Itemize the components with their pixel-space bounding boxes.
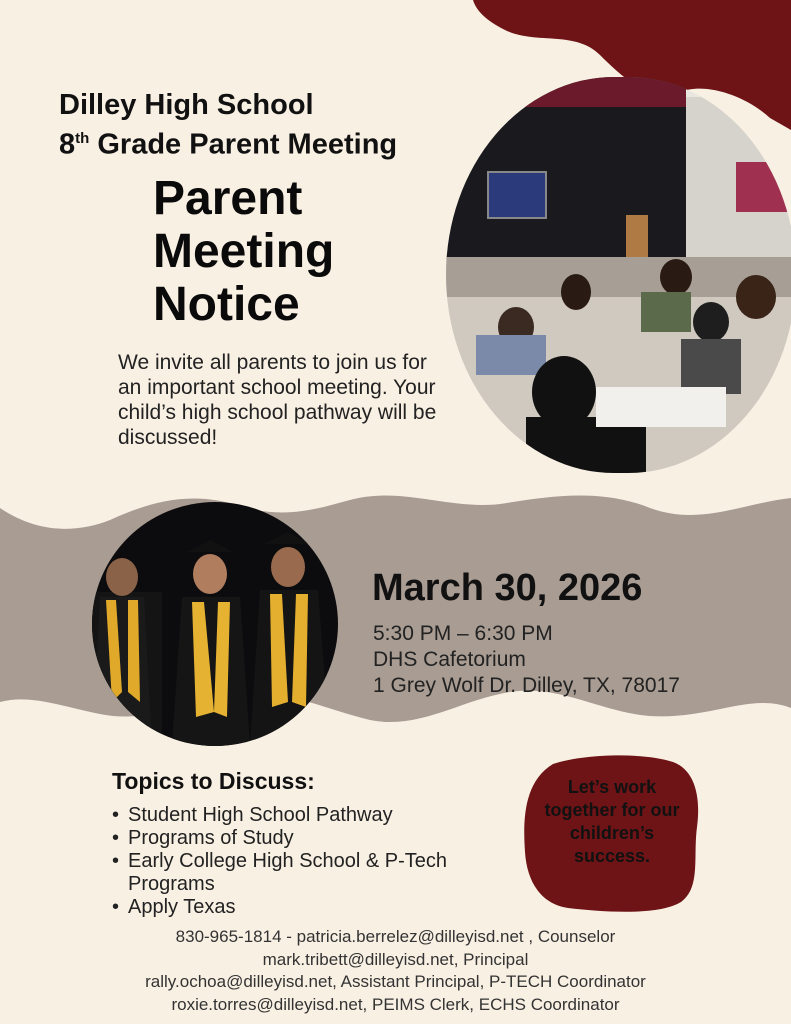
graduates-photo	[92, 502, 338, 746]
topic-item: • Apply Texas	[112, 896, 492, 919]
grade-suffix: th	[75, 130, 90, 147]
intro-paragraph: We invite all parents to join us for an important school meeting. Your child’s high school pathway will be discussed!	[118, 351, 437, 449]
topic-item: • Early College High School & P-Tech Programs	[112, 850, 492, 896]
contact-line: rally.ochoa@dilleyisd.net, Assistant Principal, P-TECH Coordinator	[145, 972, 646, 991]
notice-line-1: Parent	[153, 172, 303, 225]
event-address: 1 Grey Wolf Dr. Dilley, TX, 78017	[373, 674, 680, 697]
notice-title	[153, 172, 334, 331]
topic-item: • Programs of Study	[112, 827, 492, 850]
event-date: March 30, 2026	[372, 567, 643, 609]
meeting-room-photo	[446, 77, 791, 473]
promo-text: Let’s work together for our children’s success.	[544, 777, 680, 866]
school-heading	[59, 88, 397, 162]
contact-line: 830-965-1814 - patricia.berrelez@dilleyisd.net , Counselor	[175, 927, 616, 946]
contact-line: roxie.torres@dilleyisd.net, PEIMS Clerk, ECHS Coordinator	[171, 994, 620, 1014]
school-name: Dilley High School	[59, 89, 314, 121]
topic-item: • Student High School Pathway	[112, 804, 492, 827]
event-time: 5:30 PM – 6:30 PM	[373, 622, 553, 645]
notice-line-2: Meeting	[153, 225, 335, 278]
notice-line-3: Notice	[153, 278, 300, 331]
meeting-title-line	[59, 122, 397, 162]
topics-list	[112, 804, 492, 919]
event-location: DHS Cafetorium	[373, 648, 526, 671]
grade-number: 8	[59, 128, 76, 161]
meeting-title: Grade Parent Meeting	[97, 128, 398, 161]
contacts-block	[0, 926, 791, 1016]
topics-title: Topics to Discuss:	[112, 768, 315, 794]
contact-line: mark.tribett@dilleyisd.net, Principal	[262, 949, 529, 969]
event-details	[373, 621, 680, 699]
